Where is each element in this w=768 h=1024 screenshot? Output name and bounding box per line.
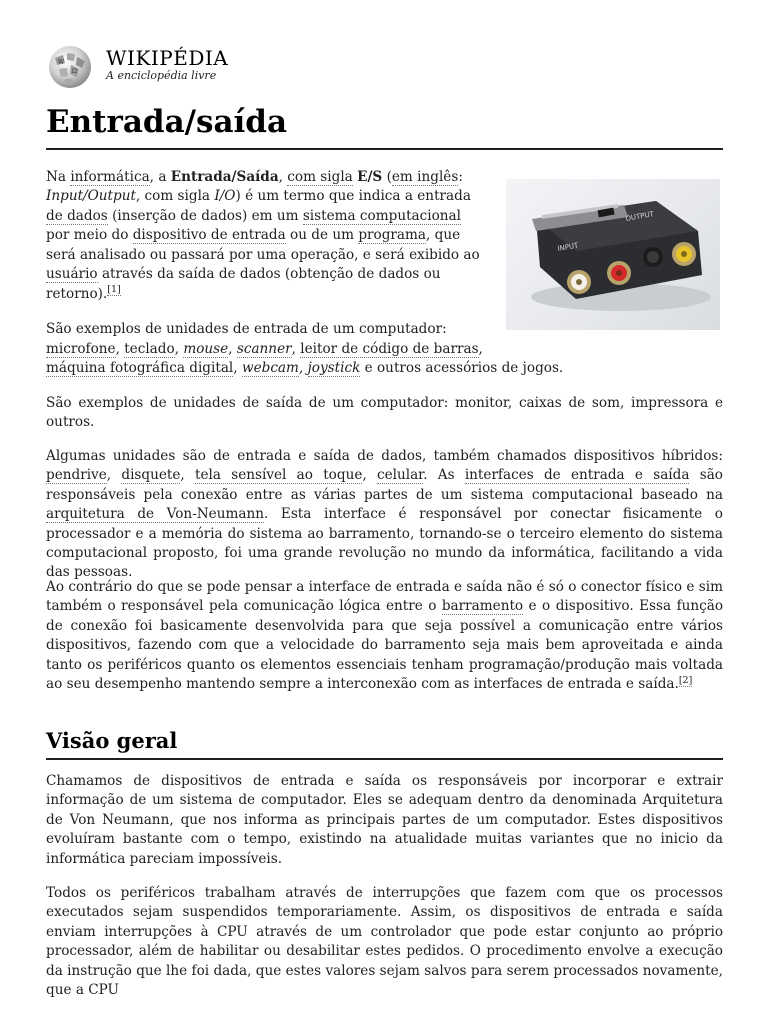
wikipedia-globe-icon[interactable] [45, 43, 95, 89]
link-programa[interactable]: programa [358, 227, 426, 243]
intro-line-7: retorno).[1] [46, 284, 121, 302]
link-interfaces-entrada-saida[interactable]: interfaces de entrada e saída [464, 467, 690, 484]
examples-input-line-1: São exemplos de unidades de entrada de um computador: [46, 321, 447, 337]
svg-text:W: W [58, 59, 65, 66]
intro-line-5: será analisado ou passará por uma operação, e será exibido ao [46, 247, 480, 263]
link-de-dados[interactable]: de dados [46, 208, 108, 224]
examples-output-paragraph: São exemplos de unidades de saída de um computador: monitor, caixas de som, impressora e outros. [46, 395, 723, 431]
hybrid-paragraph: Algumas unidades são de entrada e saída de dados, também chamados dispositivos híbridos: pendrive, disquete, tela sensível ao toque, celular. As interfaces de entrada e saída são responsáveis pela conexão entre as várias partes de um sistema computacional baseado na arquitetura de Von-Neumann. Esta interface é responsável por conectar fisicamente o processador e a memória do sistema ao barramento, tornando-se o terceiro elemento do sistema computacional proposto, foi uma grande revolução no mundo da informática, facilitando a vida das pessoas. [46, 448, 723, 581]
reference-1[interactable]: [1] [107, 284, 121, 296]
overview-paragraph-2: Todos os periféricos trabalham através de interrupções que fazem com que os processos executados sejam suspendidos temporariamente. Assim, os dispositivos de entrada e saída enviam interrupções à CPU através de um controlador que pode estar conjunto ao próprio processador, além de habilitar ou desabilitar estes pedidos. O procedimento envolve a execução da instrução que lhe foi dada, que estes valores sejam salvos para serem processados novamente, que a CPU [46, 885, 723, 999]
link-disquete[interactable]: disquete [121, 467, 181, 484]
contrary-paragraph: Ao contrário do que se pode pensar a interface de entrada e saída não é só o conector físico e sim também o responsável pela comunicação lógica entre o barramento e o dispositivo. Essa função de conexão foi basicamente desenvolvida para que seja possível a comunicação entre vários dispositivos, fazendo com que a velocidade do barramento seja mais bem aproveitada e ainda tanto os periféricos quanto os elementos essenciais tenham programação/produção mais voltada ao seu desempenho mantendo sempre a interconexão com as interfaces de entrada e saída.[2] [46, 579, 724, 693]
overview-paragraph-1: Chamamos de dispositivos de entrada e saída os responsáveis por incorporar e extrair informação de um sistema de computador. Eles se adequam dentro da denominada Arquitetura de Von Neumann, que nos informa as principais partes de um computador. Estes dispositivos evoluíram bastante com o tempo, existindo na atualidade muitas variantes que no inicio da informática pareciam impossíveis. [46, 773, 723, 867]
link-microfone[interactable]: microfone [46, 341, 116, 357]
link-usuario[interactable]: usuário [46, 266, 98, 282]
link-mouse[interactable]: mouse [183, 341, 229, 357]
intro-line-2: Input/Output, com sigla I/O) é um termo que indica a entrada [46, 188, 471, 204]
link-arquitetura-von-neumann[interactable]: arquitetura de Von-Neumann [46, 506, 264, 523]
intro-line-3: de dados (inserção de dados) em um sistema computacional [46, 208, 461, 224]
title-divider [46, 148, 723, 150]
link-tela-sensivel[interactable]: tela sensível ao toque [195, 467, 363, 484]
page-title: Entrada/saída [46, 104, 288, 140]
link-teclado[interactable]: teclado [124, 341, 175, 357]
link-sistema-computacional[interactable]: sistema computacional [302, 208, 461, 224]
link-pendrive[interactable]: pendrive [46, 467, 107, 484]
section-divider [46, 758, 723, 760]
link-informatica[interactable]: informática [70, 169, 150, 185]
intro-line-4: por meio do dispositivo de entrada ou de um programa, que [46, 227, 461, 243]
reference-2[interactable]: [2] [678, 674, 693, 686]
link-leitor-codigo-barras[interactable]: leitor de código de barras [300, 341, 479, 357]
link-dispositivo-de-entrada[interactable]: dispositivo de entrada [132, 227, 286, 243]
link-sigla[interactable]: com sigla [287, 169, 353, 185]
examples-input-line-2: microfone, teclado, mouse, scanner, leitor de código de barras, [46, 341, 483, 357]
examples-input-line-3: máquina fotográfica digital, webcam, joystick e outros acessórios de jogos. [46, 360, 564, 376]
link-maquina-fotografica[interactable]: máquina fotográfica digital [46, 360, 234, 376]
link-scanner[interactable]: scanner [236, 341, 292, 357]
link-joystick[interactable]: joystick [307, 360, 361, 376]
intro-line-6: usuário através da saída de dados (obtenção de dados ou [46, 266, 441, 282]
intro-line-1: Na informática, a Entrada/Saída, com sigla E/S (em inglês: [46, 169, 463, 185]
link-celular[interactable]: celular [376, 467, 424, 484]
svg-text:Ω: Ω [72, 68, 77, 75]
input-label: INPUT [556, 241, 579, 253]
wikipedia-wordmark[interactable]: WIKIPÉDIA [106, 46, 229, 70]
section-title-visao-geral: Visão geral [46, 728, 178, 753]
link-em-ingles[interactable]: em inglês [391, 169, 459, 185]
wikipedia-tagline: A enciclopédia livre [106, 69, 217, 82]
output-label: OUTPUT [624, 210, 655, 223]
link-barramento[interactable]: barramento [441, 598, 524, 615]
link-webcam[interactable]: webcam [241, 360, 299, 376]
